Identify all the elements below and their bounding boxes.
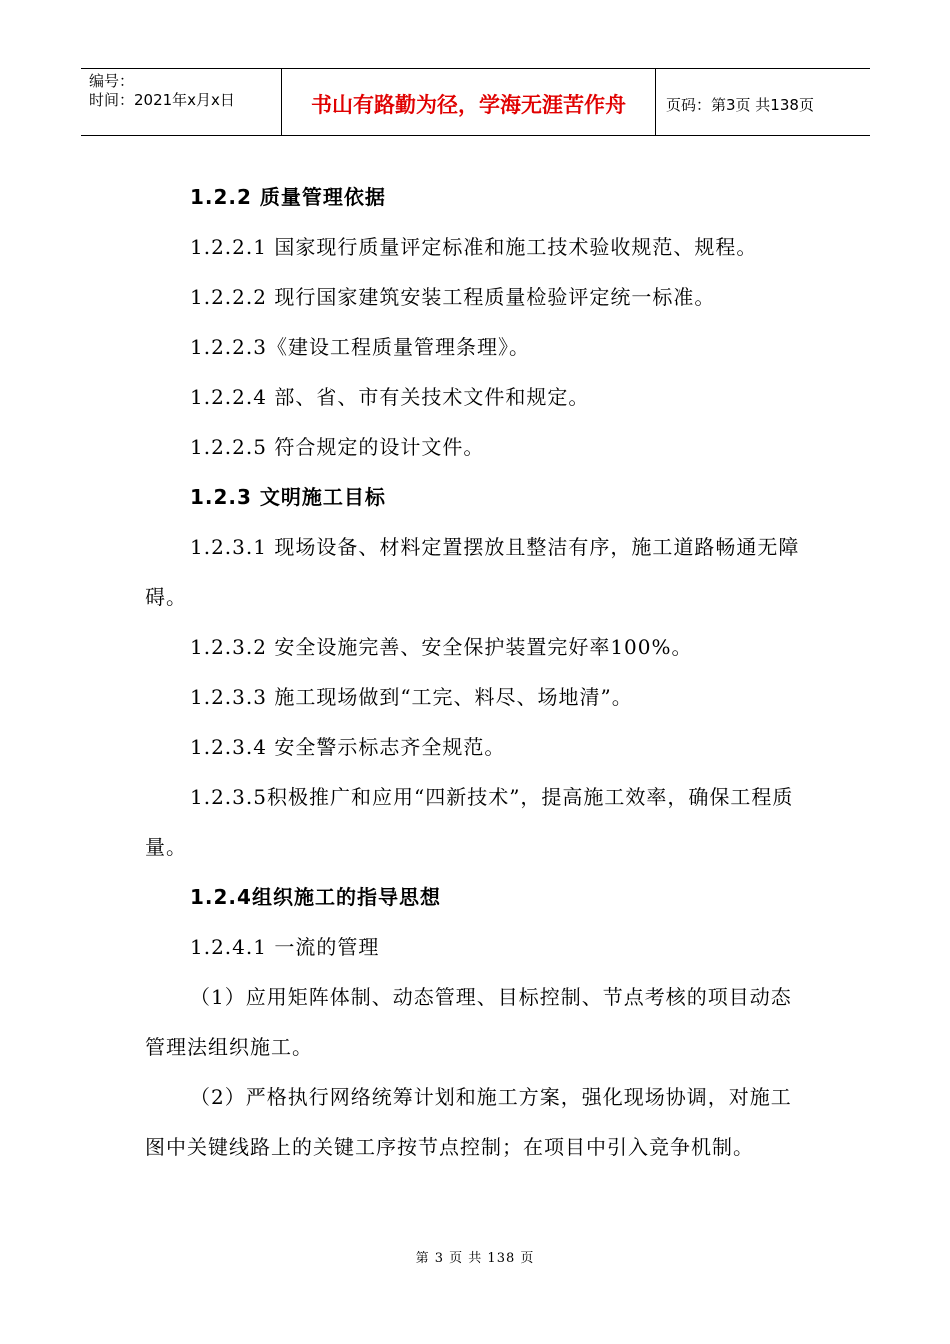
document-body <box>145 172 810 1172</box>
body-paragraph: 1.2.2.2 现行国家建筑安装工程质量检验评定统一标准。 <box>190 285 716 309</box>
body-paragraph: 1.2.2.5 符合规定的设计文件。 <box>190 435 485 459</box>
body-paragraph: 1.2.4.1 一流的管理 <box>190 935 380 959</box>
body-paragraph: （1）应用矩阵体制、动态管理、目标控制、节点考核的项目动态管理法组织施工。 <box>145 985 792 1059</box>
section-heading: 1.2.4组织施工的指导思想 <box>190 885 441 909</box>
body-paragraph: 1.2.3.5积极推广和应用“四新技术”，提高施工效率，确保工程质量。 <box>145 785 794 859</box>
body-paragraph: 1.2.2.4 部、省、市有关技术文件和规定。 <box>190 385 590 409</box>
body-paragraph: 1.2.3.2 安全设施完善、安全保护装置完好率100%。 <box>190 635 693 659</box>
body-paragraph: 1.2.3.1 现场设备、材料定置摆放且整洁有序，施工道路畅通无障碍。 <box>145 535 800 609</box>
body-paragraph: 1.2.2.1 国家现行质量评定标准和施工技术验收规范、规程。 <box>190 235 758 259</box>
header-page-info: 页码：第3页 共138页 <box>666 95 814 114</box>
page-header <box>81 68 870 136</box>
document-number-label: 编号： <box>89 72 135 90</box>
header-motto: 书山有路勤为径，学海无涯苦作舟 <box>282 69 656 135</box>
section-heading: 1.2.3 文明施工目标 <box>190 485 386 509</box>
document-time-label: 时间：2021年x月x日 <box>89 91 235 109</box>
body-paragraph: 1.2.3.4 安全警示标志齐全规范。 <box>190 735 506 759</box>
header-meta <box>81 69 282 135</box>
body-paragraph: 1.2.3.3 施工现场做到“工完、料尽、场地清”。 <box>190 685 633 709</box>
section-heading: 1.2.2 质量管理依据 <box>190 185 386 209</box>
body-paragraph: （2）严格执行网络统筹计划和施工方案，强化现场协调，对施工图中关键线路上的关键工序按节点控制；在项目中引入竞争机制。 <box>145 1085 792 1159</box>
page-footer: 第 3 页 共 138 页 <box>415 1251 535 1266</box>
body-paragraph: 1.2.2.3《建设工程质量管理条理》。 <box>190 335 530 359</box>
